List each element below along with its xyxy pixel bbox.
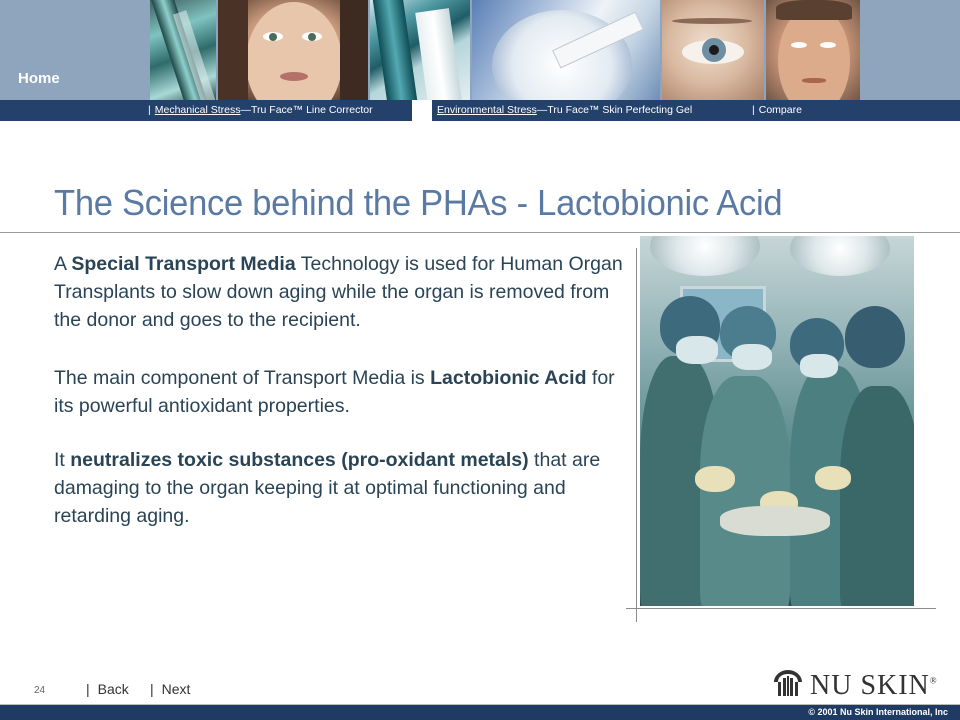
product-bottle-photo [150,0,216,100]
woman-face-photo [218,0,368,100]
paragraph-neutralizes: It neutralizes toxic substances (pro-oxidant metals) that are damaging to the organ keeping it at optimal functioning and retarding aging. [54,449,601,527]
skin-gel-photo [472,0,660,100]
nu-skin-logo [772,668,952,700]
copyright-text: © 2001 Nu Skin International, Inc [808,707,948,717]
photo-frame-vertical [636,248,637,622]
next-label[interactable]: Next [161,681,191,697]
nu-skin-logo-text: NU SKIN® [810,670,938,701]
page-number: 24 [34,685,46,696]
nav-mechanical-stress-link[interactable]: Mechanical Stress [154,104,241,116]
title-divider [0,232,960,233]
nav-mechanical-stress[interactable]: | Mechanical Stress—Tru Face™ Line Corrector [148,104,373,116]
paragraph-transport-media: A Special Transport Media Technology is used for Human Organ Transplants to slow down aging while the organ is removed from the donor and goes to the recipient. [54,253,623,331]
back-label[interactable]: Back [97,681,129,697]
nu-skin-logo-icon [772,668,804,698]
home-panel [0,0,148,100]
paragraph-lactobionic-acid: The main component of Transport Media is Lactobionic Acid for its powerful antioxidant properties. [54,367,615,417]
nav-environmental-stress-label: —Tru Face™ Skin Perfecting Gel [536,104,693,116]
header-right-panel [862,0,960,100]
photo-frame-horizontal [626,608,936,609]
man-face-photo [766,0,860,100]
nav-compare-label[interactable]: Compare [758,104,802,116]
next-button[interactable]: | Next [150,681,191,697]
nav-compare[interactable]: | Compare [752,104,802,116]
nav-environmental-stress[interactable] [437,104,692,116]
nav-mechanical-stress-label: —Tru Face™ Line Corrector [240,104,373,116]
nav-environmental-stress-link[interactable]: Environmental Stress [437,104,537,116]
surgery-photo [640,236,914,606]
back-button[interactable]: | Back [86,681,129,697]
nav-gap [412,100,432,121]
eye-closeup-photo [662,0,764,100]
serum-tubes-photo [370,0,470,100]
home-link[interactable]: Home [18,70,60,87]
page-title: The Science behind the PHAs - Lactobionic Acid [54,182,783,223]
